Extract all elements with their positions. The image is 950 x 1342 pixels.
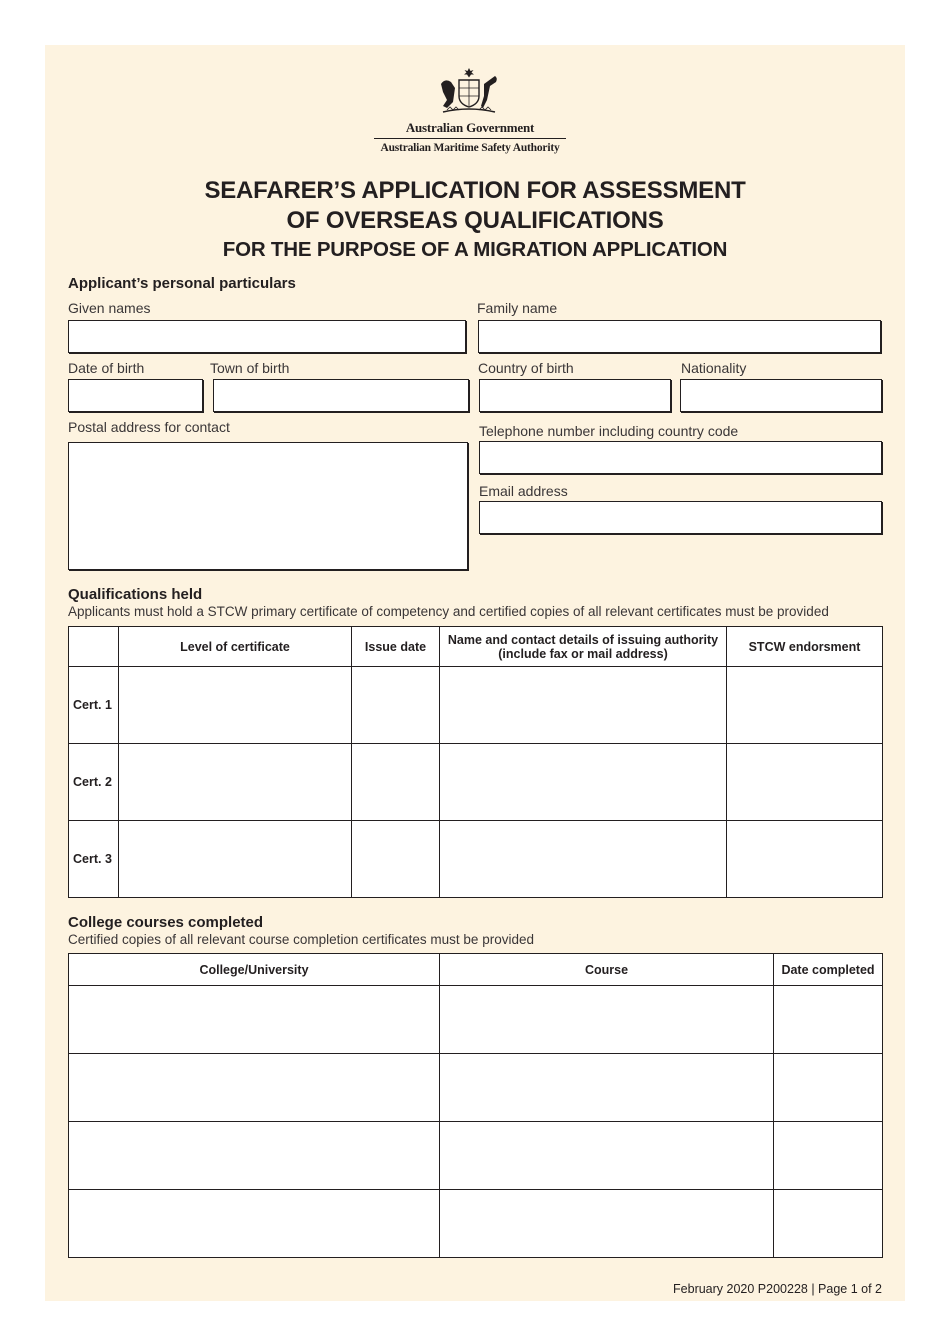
level-of-certificate-cell[interactable] <box>119 744 352 821</box>
level-of-certificate-cell[interactable] <box>119 667 352 744</box>
email-label: Email address <box>479 483 568 499</box>
telephone-label: Telephone number including country code <box>479 423 739 439</box>
family-name-label: Family name <box>477 300 558 316</box>
nationality-label: Nationality <box>681 360 747 376</box>
issuing-authority-cell[interactable] <box>440 821 727 898</box>
table-row <box>69 744 883 821</box>
date-of-birth-field[interactable] <box>68 379 203 412</box>
column-header-college-university: College/University <box>69 954 440 986</box>
college-courses-header-row <box>69 954 883 986</box>
column-header <box>69 627 119 667</box>
date-completed-cell[interactable] <box>774 986 883 1054</box>
email-field[interactable] <box>479 501 882 534</box>
town-of-birth-field[interactable] <box>213 379 469 412</box>
course-cell[interactable] <box>440 986 774 1054</box>
qualifications-header-row <box>69 627 883 667</box>
stcw-endorsement-cell[interactable] <box>727 744 883 821</box>
form-title-line-2: OF OVERSEAS QUALIFICATIONS <box>286 207 664 234</box>
row-label-cert-1: Cert. 1 <box>69 667 119 744</box>
qualifications-table <box>68 626 883 898</box>
column-header-issue-date: Issue date <box>352 627 440 667</box>
table-row <box>69 1190 883 1258</box>
agency-name: Australian Maritime Safety Authority <box>380 142 560 154</box>
town-of-birth-label: Town of birth <box>210 360 290 376</box>
table-row <box>69 1054 883 1122</box>
qualifications-heading: Qualifications held <box>68 586 203 603</box>
commonwealth-coat-of-arms-icon <box>433 66 505 120</box>
college-university-cell[interactable] <box>69 1054 440 1122</box>
government-name: Australian Government <box>405 120 535 135</box>
table-row <box>69 667 883 744</box>
college-university-cell[interactable] <box>69 986 440 1054</box>
country-of-birth-field[interactable] <box>479 379 671 412</box>
course-cell[interactable] <box>440 1190 774 1258</box>
issuing-authority-cell[interactable] <box>440 744 727 821</box>
issue-date-cell[interactable] <box>352 821 440 898</box>
given-names-field[interactable] <box>68 320 466 353</box>
column-header-level-of-certificate: Level of certificate <box>119 627 352 667</box>
header-divider <box>374 138 566 139</box>
form-title-line-1: SEAFARER’S APPLICATION FOR ASSESSMENT <box>204 177 746 204</box>
date-of-birth-label: Date of birth <box>68 360 145 376</box>
table-row <box>69 986 883 1054</box>
country-of-birth-label: Country of birth <box>478 360 574 376</box>
telephone-field[interactable] <box>479 441 882 474</box>
postal-address-label: Postal address for contact <box>68 419 230 435</box>
page-footer: February 2020 P200228 | Page 1 of 2 <box>673 1282 882 1296</box>
course-cell[interactable] <box>440 1054 774 1122</box>
column-header-date-completed: Date completed <box>774 954 883 986</box>
row-label-cert-3: Cert. 3 <box>69 821 119 898</box>
college-courses-heading: College courses completed <box>68 914 264 931</box>
table-row <box>69 821 883 898</box>
issue-date-cell[interactable] <box>352 744 440 821</box>
column-header-stcw-endorsement: STCW endorsment <box>727 627 883 667</box>
date-completed-cell[interactable] <box>774 1054 883 1122</box>
level-of-certificate-cell[interactable] <box>119 821 352 898</box>
college-courses-table <box>68 953 883 1258</box>
issuing-authority-cell[interactable] <box>440 667 727 744</box>
given-names-label: Given names <box>68 300 151 316</box>
postal-address-field[interactable] <box>68 442 468 570</box>
row-label-cert-2: Cert. 2 <box>69 744 119 821</box>
stcw-endorsement-cell[interactable] <box>727 667 883 744</box>
nationality-field[interactable] <box>680 379 882 412</box>
qualifications-note: Applicants must hold a STCW primary certificate of competency and certified copies of all relevant certificates must be provided <box>68 604 829 619</box>
column-header-course: Course <box>440 954 774 986</box>
personal-particulars-heading: Applicant’s personal particulars <box>68 275 296 292</box>
family-name-field[interactable] <box>478 320 881 353</box>
date-completed-cell[interactable] <box>774 1190 883 1258</box>
stcw-endorsement-cell[interactable] <box>727 821 883 898</box>
college-university-cell[interactable] <box>69 1190 440 1258</box>
table-row <box>69 1122 883 1190</box>
issue-date-cell[interactable] <box>352 667 440 744</box>
form-title-line-3: FOR THE PURPOSE OF A MIGRATION APPLICATION <box>222 238 728 261</box>
column-header-issuing-authority: Name and contact details of issuing authority (include fax or mail address) <box>440 627 727 667</box>
course-cell[interactable] <box>440 1122 774 1190</box>
college-university-cell[interactable] <box>69 1122 440 1190</box>
college-courses-note: Certified copies of all relevant course completion certificates must be provided <box>68 932 534 947</box>
date-completed-cell[interactable] <box>774 1122 883 1190</box>
